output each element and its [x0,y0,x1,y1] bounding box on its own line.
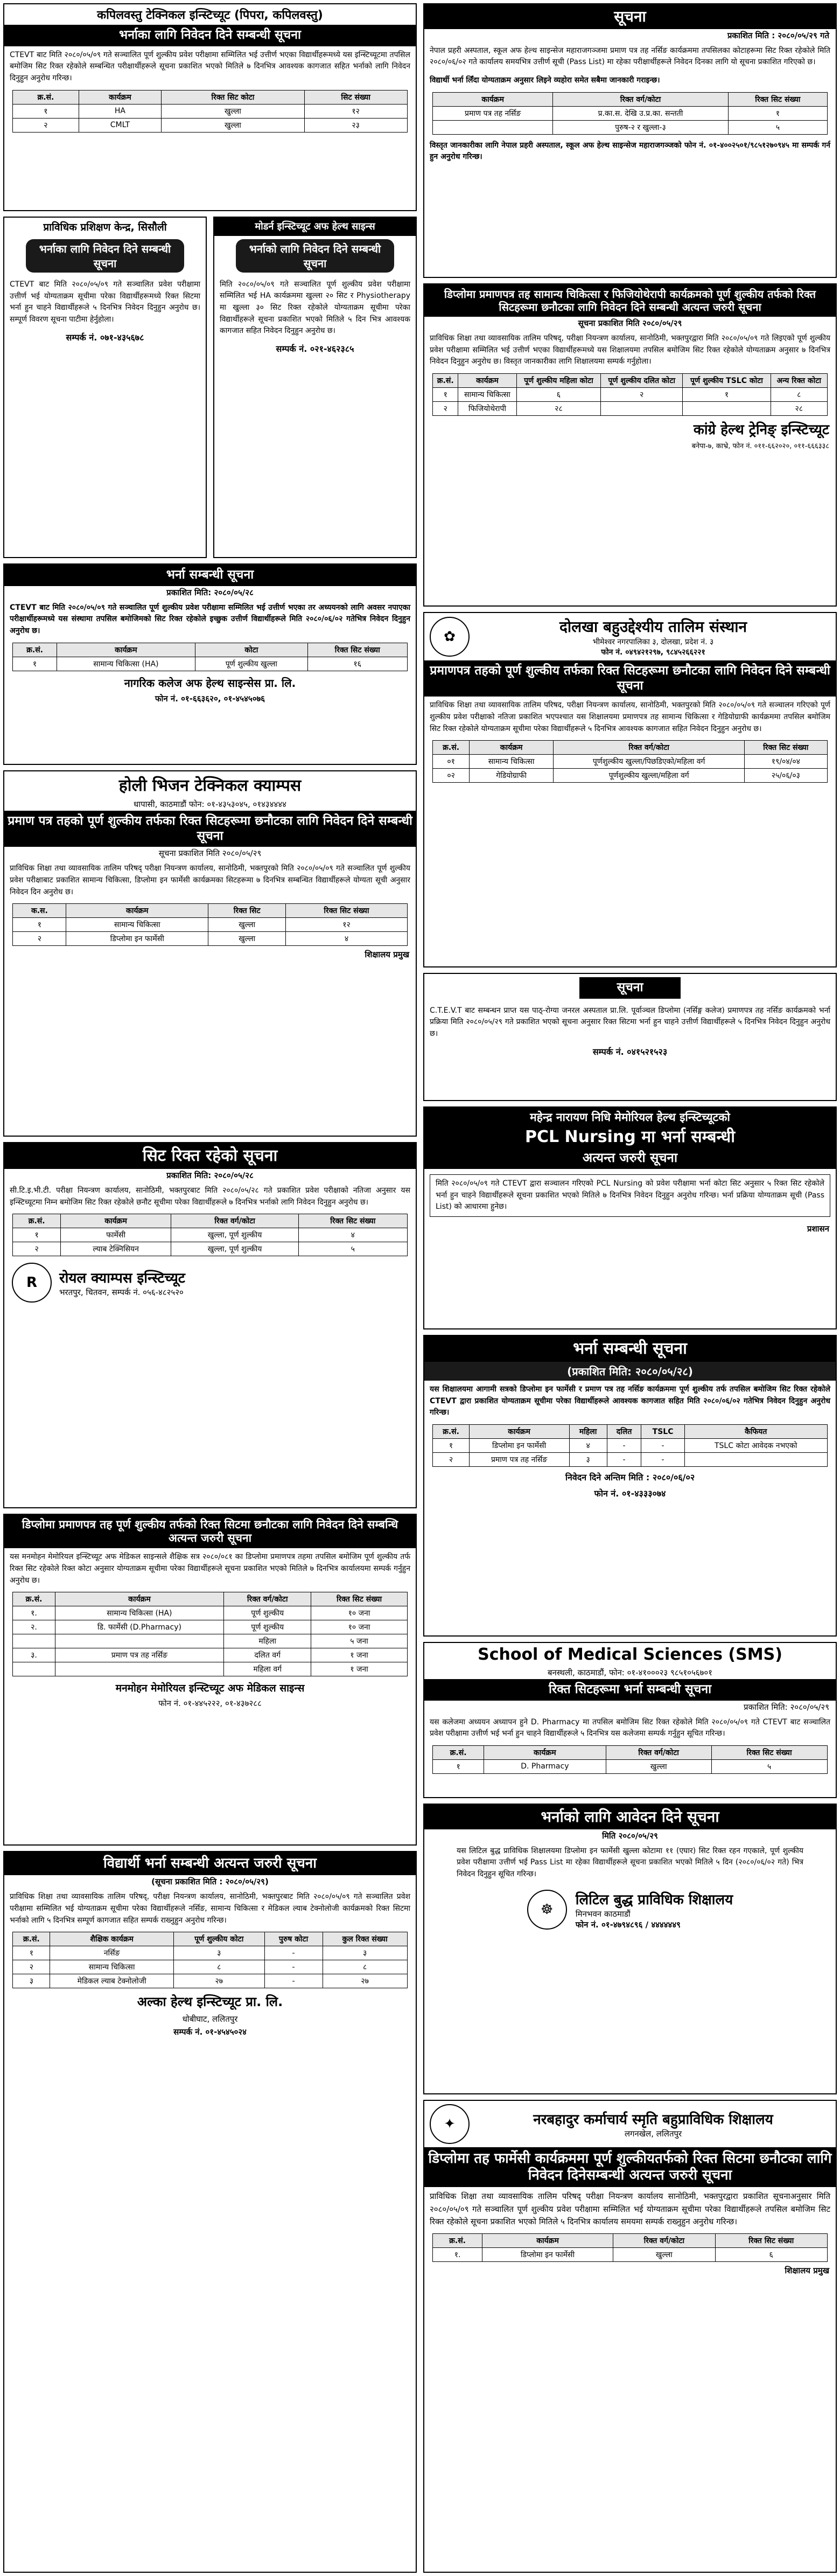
dolakha-table: क्र.सं. कार्यक्रम रिक्त वर्ग/कोटा रिक्त सिट संख्या ०१ सामान्य चिकित्सा पूर्णशुल्कीय खुल्ला/पिछडिएको/महिला वर्ग १९/०४/०४ ०२ गेडियोग्राफी पूर्णशुल्कीय खुल्ला/महिला वर्ग २५/०६/०३ [432,740,827,783]
kangre-table: क्र.सं. कार्यक्रम पूर्ण शुल्कीय महिला कोटा पूर्ण शुल्कीय दलित कोटा पूर्ण शुल्कीय TSLC कोटा अन्य रिक्त कोटा १ सामान्य चिकित्सा ६ २ १ ८ २ फिजियोथेरापी २८ २८ [432,373,827,416]
table-row: प्रमाण पत्र तह नर्सिङ प्र.का.स. देखि उ.प्र.का. सन्तती १ [433,106,827,120]
table-row: १. सामान्य चिकित्सा (HA) पूर्ण शुल्कीय १० जना [13,1606,407,1620]
kapilvastu-table: क्र.सं. कार्यक्रम रिक्त सिट कोटा सिट संख्या १ HA खुल्ला १२ २ CMLT खुल्ला २३ [12,90,407,133]
table-row: ०२ गेडियोग्राफी पूर्णशुल्कीय खुल्ला/महिला वर्ग २५/०६/०३ [433,769,827,783]
royal-title: सिट रिक्त रहेको सूचना [4,1143,416,1169]
dolakha-name: दोलखा बहुउद्देश्यीय तालिम संस्थान [559,618,747,636]
notice-pair [3,217,417,558]
table-row: २ प्रमाण पत्र तह नर्सिङ ३ - - [433,1453,827,1467]
holy-bar: प्रमाण पत्र तहको पूर्ण शुल्कीय तर्फका रिक्त सिटहरूमा छनौटका लागि निवेदन दिने सम्बन्धी सूचना [4,811,416,847]
manmohan-phone: फोन नं. ०१-४४५२२२, ०१-४३७२८८ [158,1698,262,1709]
ctevt-phone: फोन नं. ०१-६६३६२०, ०१-४५४५०७६ [155,693,265,704]
mahendra-big: PCL Nursing मा भर्ना सम्बन्धी [424,1127,836,1150]
mahendra-sub: अत्यन्त जरुरी सूचना [424,1150,836,1169]
ctevt-table: क्र.सं. कार्यक्रम कोटा रिक्त सिट संख्या १ सामान्य चिकित्सा (HA) पूर्ण शुल्कीय खुल्ला १६ [12,643,407,671]
notice-sms [423,1642,837,1798]
kangre-bar: डिप्लोमा प्रमाणपत्र तह सामान्य चिकित्सा र फिजियोथेरापी कार्यक्रमको पूर्ण शुल्कीय तर्फको रिक्त सिटहरूमा छनौटका लागि निवेदन दिने सम्बन्धी अत्यन्त जरुरी सूचना [424,284,836,317]
royal-logo-icon: R [12,1263,52,1303]
alka-body: प्राविधिक शिक्षा तथा व्यावसायिक तालिम परिषद्, परीक्षा नियन्त्रण कार्यालय, सानोठिमी, भक्तपुरबाट मिति २०८०/०५/०९ गते सञ्चालित प्रवेश परीक्षामा सम्मिलित भई योग्यताक्रम सूचीमा परेका विद्यार्थीहरूले नर्सिङ, सामान्य चिकित्सा र मेडिकल ल्याब टेक्नोलोजी कार्यक्रमको रिक्त सिटमा भर्नाको लागि ५ दिनभित्र सम्पूर्ण कागजात सहित सम्पर्क राख्नुहुन अनुरोध गरिन्छ। [10,1892,410,1925]
notice-bharna [423,1335,837,1637]
holy-body: प्राविधिक शिक्षा तथा व्यावसायिक तालिम परिषद् परीक्षा नियन्त्रण कार्यालय, सानोठिमी, भक्तपुरको मिति २०८०/०५/०९ गते सञ्चालित पूर्ण शुल्कीय प्रवेश परीक्षाबाट प्रकाशित सामान्य चिकित्सा, डिप्लोमा इन फार्मेसी कार्यक्रमका सिटहरूमा ७ दिनभित्र सम्बन्धित विद्यार्थीहरूले योग्यता सूची अनुसार निवेदन दिन अनुरोध छ। [10,864,410,896]
model-body: मिति २०८०/०५/०९ गते सञ्चालित पूर्ण शुल्कीय प्रवेश परीक्षामा सम्मिलित भई HA कार्यक्रममा खुल्ला २० सिट र Physiotherapy मा खुल्ला ३० सिट रिक्त रहेकोले योग्यताक्रम सूचीमा परेका विद्यार्थीहरूले सूचना प्रकाशित भएको मितिले ५ दिन भित्र आवश्यक कागजात सहित निवेदन दिनुहुन अनुरोध छ। [220,280,410,336]
table-row: ३ मेडिकल ल्याब टेक्नोलोजी २७ - २७ [13,1974,407,1988]
model-badge: भर्नाको लागि निवेदन दिने सम्बन्धी सूचना [236,239,394,273]
model-title: मोडर्न इन्स्टिच्यूट अफ हेल्थ साइन्स [214,218,416,236]
bharna-date: (प्रकाशित मिति: २०८०/०५/२८) [424,1362,836,1381]
bharna-bold: यस शिक्षालयमा आगामी सत्रको डिप्लोमा इन फार्मेसी र प्रमाण पत्र तह नर्सिङ कार्यक्रममा पूर्ण शुल्कीय तर्फ तपसिल बमोजिम सिट रिक्त रहेकोले CTEVT द्वारा प्रकाशित योग्यताक्रम सूचीमा परेका विद्यार्थीहरूले आवश्यक कागजात सहित मिति २०८०/०६/०२ गतेभित्र निवेदन दिनुहुन अनुरोध गरिन्छ। [430,1385,830,1417]
littlebuddha-title: भर्नाको लागि आवेदन दिने सूचना [424,1805,836,1829]
sisauli-badge: भर्नाका लागि निवेदन दिने सम्बन्धी सूचना [26,239,184,273]
notice-nagarik [3,563,417,765]
manmohan-footer: मनमोहन मेमोरियल इन्स्टिच्यूट अफ मेडिकल साइन्स [115,1682,305,1695]
holy-date: सूचना प्रकाशित मिति २०८०/०५/२९ [158,848,262,859]
narbahadur-header [424,2101,836,2147]
dolakha-bar: प्रमाणपत्र तहको पूर्ण शुल्कीय तर्फका रिक्त सिटहरूमा छनौटका लागि निवेदन दिने सम्बन्धी सूचना [424,660,836,697]
table-row: १ फार्मेसी खुल्ला, पूर्ण शुल्कीय ४ [13,1228,407,1242]
ctevt2-phone: सम्पर्क नं. ०४१५२१५२३ [592,1046,668,1057]
narbahadur-logo-icon: ✦ [430,2104,470,2144]
notice-sisauli [3,217,207,558]
narbahadur-name: नरबहादुर कर्माचार्य स्मृति बहुप्राविधिक शिक्षालय [533,2112,773,2128]
sagarmatha-footer: विस्तृत जानकारीका लागि नेपाल प्रहरी अस्पताल, स्कूल अफ हेल्थ साइन्सेज महाराजगञ्जको फोन नं. ०१-४००२५०१/९८५१२७०९४५ मा सम्पर्क गर्न हुन अनुरोध गरिन्छ। [430,141,830,162]
notice-narbahadur [423,2100,837,2573]
mahendra-body: मिति २०८०/०५/०९ गते CTEVT द्वारा सञ्चालन गरिएको PCL Nursing को प्रवेश परीक्षामा भर्ना कोटा सिट अनुसार ५ रिक्त सिट रहेकोले भर्ना हुन चाहने विद्यार्थीहरूले सूचना प्रकाशित भएको मितिले ७ दिनभित्र निवेदन दिनुहुन अनुरोध गरिन्छ। भर्ना प्रक्रिया योग्यताक्रम सूची (Pass List) को आधारमा हुनेछ। [430,1174,830,1217]
sagarmatha-title: सूचना [424,4,836,29]
table-row: २. डि. फार्मेसी (D.Pharmacy) पूर्ण शुल्कीय १० जना [13,1620,407,1634]
table-row: १ सामान्य चिकित्सा ६ २ १ ८ [433,388,827,402]
ctevt-footer: नागरिक कलेज अफ हेल्थ साइन्सेस प्रा. लि. [124,676,296,690]
table-row: पुरुष-२ र खुल्ला-३ ५ [433,120,827,134]
table-row: १ सामान्य चिकित्सा खुल्ला १२ [13,918,407,932]
ctevt-body: CTEVT बाट मिति २०८०/०५/०९ गते सञ्चालित पूर्ण शुल्कीय प्रवेश परीक्षामा सम्मिलित भई उत्तीर्ण भएका तर अध्ययनको लागि अवसर नपाएका परीक्षार्थीहरूमध्ये यस संस्थामा तपसिल बमोजिमको सिट रिक्त रहेकोले इच्छुक उत्तीर्ण विद्यार्थीहरूले मिति २०८०/०६/०२ गतेभित्र निवेदन दिनुहुन अनुरोध छ। [10,603,410,635]
kangre-name: कांग्रे हेल्थ ट्रेनिङ् इन्स्टिच्यूट [693,422,829,438]
table-row: २ डिप्लोमा इन फार्मेसी खुल्ला ४ [13,932,407,946]
royal-footer [4,1258,416,1307]
littlebuddha-phone: फोन नं. ०१-४७९४८९६ / ४४४४४४९ [575,1919,681,1930]
holy-table: क.स. कार्यक्रम रिक्त सिट रिक्त सिट संख्या १ सामान्य चिकित्सा खुल्ला १२ २ डिप्लोमा इन फार्मेसी खुल्ला ४ [12,903,407,946]
sms-body: यस कलेजमा अध्ययन अध्यापन हुने D. Pharmacy मा तपसिल बमोजिम सिट रिक्त रहेकोले मिति २०८०/०५/०९ गते CTEVT बाट सञ्चालित प्रवेश परीक्षामा उत्तीर्ण भई भर्ना हुन चाहने विद्यार्थीहरूले ५ दिनभित्र यस कलेजमा सम्पर्क गर्नुहुन सूचित गरिन्छ। [430,1717,830,1738]
narbahadur-address: लगनखेल, ललितपुर [624,2129,682,2139]
table-row: ३. प्रमाण पत्र तह नर्सिङ दलित वर्ग १ जना [13,1648,407,1662]
table-row: २ फिजियोथेरापी २८ २८ [433,402,827,416]
ctevt2-title: सूचना [579,977,681,999]
alka-date: (सूचना प्रकाशित मिति : २०८०/०५/२९) [151,1877,269,1887]
ctevt-title: भर्ना सम्बन्धी सूचना [4,565,416,586]
notice-police-hospital [423,3,837,278]
kangre-date: सूचना प्रकाशित मिति २०८०/०५/२९ [578,318,682,328]
sagarmatha-body: नेपाल प्रहरी अस्पताल, स्कूल अफ हेल्थ साइन्सेज महाराजगञ्जमा प्रमाण पत्र तह नर्सिङ कार्यक्रममा तपसिलका कोटाहरूमा सिट रिक्त रहेकोले मिति २०८०/०६/०२ गते कार्यालय समयभित्र उत्तीर्ण सूची (Pass List) मा रहेका परीक्षार्थीहरूले निवेदन दिनका लागि यो सूचना प्रकाशित गरिएको छ। [430,46,830,67]
sisauli-body: CTEVT बाट मिति २०८०/०५/०९ गते सञ्चालित प्रवेश परीक्षामा उत्तीर्ण भई योग्यताक्रम सूचीमा परेका विद्यार्थीहरूमध्ये रिक्त सिटमा भर्ना हुन चाहने विद्यार्थीहरूले ५ दिनभित्र निवेदन दिनुहुन अनुरोध छ। सम्पूर्ण विवरण सूचना पाटीमा हेर्नुहोला। [10,280,200,324]
notice-ctevt-small [423,973,837,1101]
table-row: महिला वर्ग १ जना [13,1662,407,1676]
royal-name: रोयल क्याम्पस इन्स्टिच्यूट [59,1270,185,1287]
sms-table: क्र.सं. कार्यक्रम रिक्त वर्ग/कोटा रिक्त सिट संख्या १ D. Pharmacy खुल्ला ५ [432,1745,827,1774]
kangre-address: बनेपा-७, काभ्रे, फोन नं. ०११-६६२०२०, ०११-६६६३३८ [691,442,829,451]
alka-name: अल्का हेल्थ इन्स्टिच्यूट प्रा. लि. [137,1994,283,2010]
royal-body: सी.टि.इ.भी.टी. परीक्षा नियन्त्रण कार्यालय, सानोठिमी, भक्तपुरबाट मिति २०८०/०५/२८ गते प्रकाशित प्रवेश परीक्षाको नतिजा अनुसार यस इन्स्टिच्यूटमा निम्न बमोजिम सिट रिक्त रहेकोले छनौट सूचीमा परेका विद्यार्थीहरूले ७ दिनभित्र भर्नाको लागि निवेदन दिनुहुन अनुरोध छ। [10,1186,410,1207]
narbahadur-bar: डिप्लोमा तह फार्मेसी कार्यक्रममा पूर्ण शुल्कीयतर्फको रिक्त सिटमा छनौटका लागि निवेदन दिनेसम्बन्धी अत्यन्त जरुरी सूचना [424,2147,836,2187]
notice-holy-vision [3,770,417,1137]
royal-table: क्र.सं. कार्यक्रम रिक्त वर्ग/कोटा रिक्त सिट संख्या १ फार्मेसी खुल्ला, पूर्ण शुल्कीय ४ २ ल्याब टेक्निसियन खुल्ला, पूर्ण शुल्कीय ५ [12,1214,407,1256]
mahendra-title: महेन्द्र नारायण निधि मेमोरियल हेल्थ इन्स्टिच्यूटको [424,1108,836,1127]
dolakha-address: भीमेश्वर नगरपालिका ३, दोलखा, प्रदेश नं. ३ [592,638,714,646]
royal-address: भरतपुर, चितवन, सम्पर्क नं. ०५६-४८२५२० [59,1287,184,1298]
narbahadur-body: प्राविधिक शिक्षा तथा व्यावसायिक तालिम परिषद् परीक्षा नियन्त्रण कार्यालय सानोठिमी, भक्तपुरद्वारा प्रकाशित सूचनाअनुसार मिति २०८०/०५/०९ गते सञ्चालित पूर्ण शुल्कीय प्रवेश परीक्षामा सम्मिलित भई योग्यताक्रम सूचीमा परेका विद्यार्थीहरूले तपसिल बमोजिम सिट रिक्त रहेकोले सूचना प्रकाशित भएको मितिले ५ दिनभित्र कार्यालय समयमा सम्पर्क राख्नुहुन अनुरोध गरिन्छ। [430,2191,830,2226]
ctevt-date: प्रकाशित मिति: २०८०/०५/२८ [166,587,254,597]
notice-dolakha [423,612,837,967]
sms-date: प्रकाशित मिति: २०८०/०५/२९ [744,1702,829,1712]
mahendra-sign: प्रशासन [807,1224,829,1234]
table-row: १. डिप्लोमा इन फार्मेसी खुल्ला ६ [433,2248,827,2262]
table-row: १ D. Pharmacy खुल्ला ५ [433,1759,827,1773]
table-row: महिला ५ जना [13,1634,407,1648]
sisauli-title: प्राविधिक प्रशिक्षण केन्द्र, सिसौली [43,221,167,233]
table-row: २ CMLT खुल्ला २३ [13,118,407,132]
notice-modern [213,217,417,558]
alka-phone: सम्पर्क नं. ०१-४५४५०२४ [173,2027,247,2037]
notice-manmohan [3,1514,417,1846]
alka-table: क्र.सं. शैक्षिक कार्यक्रम पूर्ण शुल्कीय कोटा पुरुष कोटा कुल रिक्त संख्या १ नर्सिङ ३ - ३ २ सामान्य चिकित्सा ८ - ८ ३ मेडिकल ल्याब टेक्नोलोजी २७ - २७ [12,1932,407,1988]
dolakha-phone: फोन नं. ०४९४२१२९७, ९८४५२६६२२१ [601,648,705,657]
kapilvastu-title: कपिलवस्तु टेक्निकल इन्स्टिच्यूट (पिपरा, कपिलवस्तु) [97,9,323,22]
royal-date: प्रकाशित मिति: २०८०/०५/२८ [166,1171,254,1180]
sagarmatha-table: कार्यक्रम रिक्त वर्ग/कोटा रिक्त सिट संख्या प्रमाण पत्र तह नर्सिङ प्र.का.स. देखि उ.प्र.का. सन्तती १ पुरुष-२ र खुल्ला-३ ५ [432,92,827,135]
holy-title: होली भिजन टेक्निकल क्याम्पस [118,776,302,795]
sms-address: बनस्थली, काठमाडौं, फोन: ०१-४१०००२३ ९८५१०५६७०१ [547,1668,712,1677]
notice-royal [3,1142,417,1508]
model-phone: सम्पर्क नं. ०२१-४६२३८५ [276,344,354,354]
narbahadur-sign: शिक्षालय प्रमुख [785,2266,829,2276]
kapilvastu-body: CTEVT बाट मिति २०८०/०५/०९ गते सञ्चालित पूर्ण शुल्कीय प्रवेश परीक्षामा सम्मिलित भई उत्तीर्ण भएका विद्यार्थीहरूमध्ये यस इन्स्टिच्यूटमा तपसिल बमोजिम सिट रिक्त रहेकोले सम्बन्धित परीक्षार्थीहरूले सूचना प्रकाशित भएको मितिले ७ दिनभित्र आवश्यक कागजात सहित भर्नाको लागि निवेदन दिनुहुन अनुरोध गरिन्छ। [10,50,410,82]
notice-kangre [423,283,837,607]
manmohan-table: क्र.सं. कार्यक्रम रिक्त वर्ग/कोटा रिक्त सिट संख्या १. सामान्य चिकित्सा (HA) पूर्ण शुल्कीय १० जना २. डि. फार्मेसी (D.Pharmacy) पूर्ण शुल्कीय १० जना महिला ५ जना ३. प्रमाण पत्र तह नर्सिङ दलित वर्ग १ जना महिला वर्ग १ जना [12,1592,407,1676]
notice-mahendra [423,1106,837,1329]
bharna-phone: फोन नं. ०१-४३३३०७४ [594,1488,666,1499]
table-row: १ नर्सिङ ३ - ३ [13,1946,407,1960]
bharna-deadline: निवेदन दिने अन्तिम मिति : २०८०/०६/०२ [565,1472,695,1483]
alka-title: विद्यार्थी भर्ना सम्बन्धी अत्यन्त जरुरी सूचना [4,1852,416,1875]
littlebuddha-logo-icon: ☸ [527,1890,567,1930]
table-row: ०१ सामान्य चिकित्सा पूर्णशुल्कीय खुल्ला/पिछडिएको/महिला वर्ग १९/०४/०४ [433,755,827,769]
narbahadur-table: क्र.सं. कार्यक्रम रिक्त वर्ग/कोटा रिक्त सिट संख्या १. डिप्लोमा इन फार्मेसी खुल्ला ६ [432,2233,827,2262]
littlebuddha-date: मिति २०८०/०५/२९ [602,1830,658,1841]
sisauli-phone: सम्पर्क नं. ०७१-४३५६७८ [66,332,144,343]
manmohan-bar: डिप्लोमा प्रमाणपत्र तह पूर्ण शुल्कीय तर्फको रिक्त सिटमा छनौटका लागि निवेदन दिने सम्बन्धि अत्यन्त जरुरी सूचना [4,1515,416,1548]
notice-kapilvastu [3,3,417,211]
notice-alka [3,1851,417,2573]
table-row: १ सामान्य चिकित्सा (HA) पूर्ण शुल्कीय खुल्ला १६ [13,657,407,671]
littlebuddha-name: लिटिल बुद्ध प्राविधिक शिक्षालय [575,1891,733,1908]
sagarmatha-date: प्रकाशित मिति : २०८०/०५/२९ गते [727,30,829,40]
sms-name: School of Medical Sciences (SMS) [478,1645,782,1664]
littlebuddha-body: यस लिटिल बुद्ध प्राविधिक शिक्षालयमा डिप्लोमा इन फार्मेसी खुल्ला कोटामा ११ (एघार) सिट रिक्त रहन गएकाले, पूर्ण शुल्कीय प्रवेश परीक्षामा उत्तीर्ण भई Pass List मा रहेका विद्यार्थीहरूले सूचना प्रकाशित भएको मितिले ५ दिन (२०८०/०६/०२ गते) भित्र निवेदन दिनुहुन सूचित गरिन्छ। [457,1846,803,1878]
dolakha-logo-icon: ✿ [430,617,470,657]
holy-sign: शिक्षालय प्रमुख [365,950,409,960]
bharna-title: भर्ना सम्बन्धी सूचना [424,1336,836,1362]
table-row: १ HA खुल्ला १२ [13,104,407,118]
kapilvastu-subtitle: भर्नाका लागि निवेदन दिने सम्बन्धी सूचना [4,25,416,46]
manmohan-body: यस मनमोहन मेमोरियल इन्स्टिच्यूट अफ मेडिकल साइन्सले शैक्षिक सत्र २०८०/०८१ का डिप्लोमा प्रमाणपत्र तहमा तपसिल बमोजिम पूर्ण शुल्कीय तर्फ रिक्त सिट रहेकोले रिक्त कोटा अनुसार योग्यताक्रम सूचीमा परेका विद्यार्थीहरूले सूचना प्रकाशित भएको मितिले ७ दिनभित्र कार्यालयमा सम्पर्क गर्नुहुन अनुरोध छ। [10,1552,410,1585]
dolakha-body: प्राविधिक शिक्षा तथा व्यावसायिक तालिम परिषद, परीक्षा नियन्त्रण कार्यालय, सानोठिमी, भक्तपुरको मिति २०८०/०५/०९ गते सञ्चालन गरिएको पूर्ण शुल्कीय प्रवेश परीक्षाको नतिजा प्रकाशित भएपश्चात यस शिक्षालयमा प्रमाणपत्र तह सामान्य चिकित्सा र गेडियोग्राफी कार्यक्रममा तपसिल बमोजिम सिट रिक्त रहेकोले योग्यताक्रम सूचीमा परेका विद्यार्थीहरूले ५ दिनभित्र आवश्यक कागजात सहित निवेदन दिनुहुन अनुरोध छ। [430,701,830,733]
holy-address: धापासी, काठमाडौं फोन: ०१-४३५३०४५, ०१४३४४४४ [134,799,286,809]
sagarmatha-bold: विद्यार्थी भर्ना लिँदा योग्यताक्रम अनुसार लिइने व्यहोरा समेत सबैमा जानकारी गराइन्छ। [430,75,660,85]
littlebuddha-address: मिनभवन काठमाडौं [575,1909,631,1919]
table-row: १ डिप्लोमा इन फार्मेसी ४ - - TSLC कोटा आवेदक नभएको [433,1439,827,1453]
littlebuddha-footer [424,1884,836,1936]
alka-address: धोबीघाट, ललितपुर [182,2014,238,2024]
dolakha-header [424,613,836,660]
sms-bar: रिक्त सिटहरूमा भर्ना सम्बन्धी सूचना [424,1679,836,1701]
table-row: २ सामान्य चिकित्सा ८ - ८ [13,1960,407,1974]
table-row: २ ल्याब टेक्निसियन खुल्ला, पूर्ण शुल्कीय ५ [13,1242,407,1256]
bharna-table: क्र.सं. कार्यक्रम महिला दलित TSLC कैफियत १ डिप्लोमा इन फार्मेसी ४ - - TSLC कोटा आवेदक नभएको २ प्रमाण पत्र तह नर्सिङ ३ - - [432,1424,827,1467]
ctevt2-body: C.T.E.V.T बाट सम्बन्धन प्राप्त यस पाठ्-रोग्या जनरल अस्पताल प्रा.लि. पूर्वाञ्चल डिप्लोमा (नर्सिङ्ग कलेज) प्रमाणपत्र तह नर्सिङ कार्यक्रमको भर्ना प्रक्रिया मिति २०८०/०५/२९ गते प्रकाशित भएको सूचना अनुसार रिक्त सिटमा भर्ना हुन चाहने उत्तीर्ण विद्यार्थीहरूले ५ दिनभित्र निवेदन दिनुहुन अनुरोध छ। [430,1006,830,1038]
kangre-body: प्राविधिक शिक्षा तथा व्यावसायिक तालिम परिषद्, परीक्षा नियन्त्रण कार्यालय, सानोठिमी, भक्तपुरद्वारा मिति २०८०/०५/०९ गते लिइएको पूर्ण शुल्कीय प्रवेश परीक्षामा सम्मिलित भई उत्तीर्ण भएका विद्यार्थीहरूमध्ये यस शिक्षालयमा तपसिल बमोजिम सिट रिक्त रहेकोले योग्यताक्रम अनुसार ७ दिनभित्र निवेदन दिनुहुन अनुरोध छ। विस्तृत जानकारीका लागि शिक्षालयमा सम्पर्क गर्नुहोला। [430,334,830,366]
notice-little-buddha [423,1804,837,2094]
